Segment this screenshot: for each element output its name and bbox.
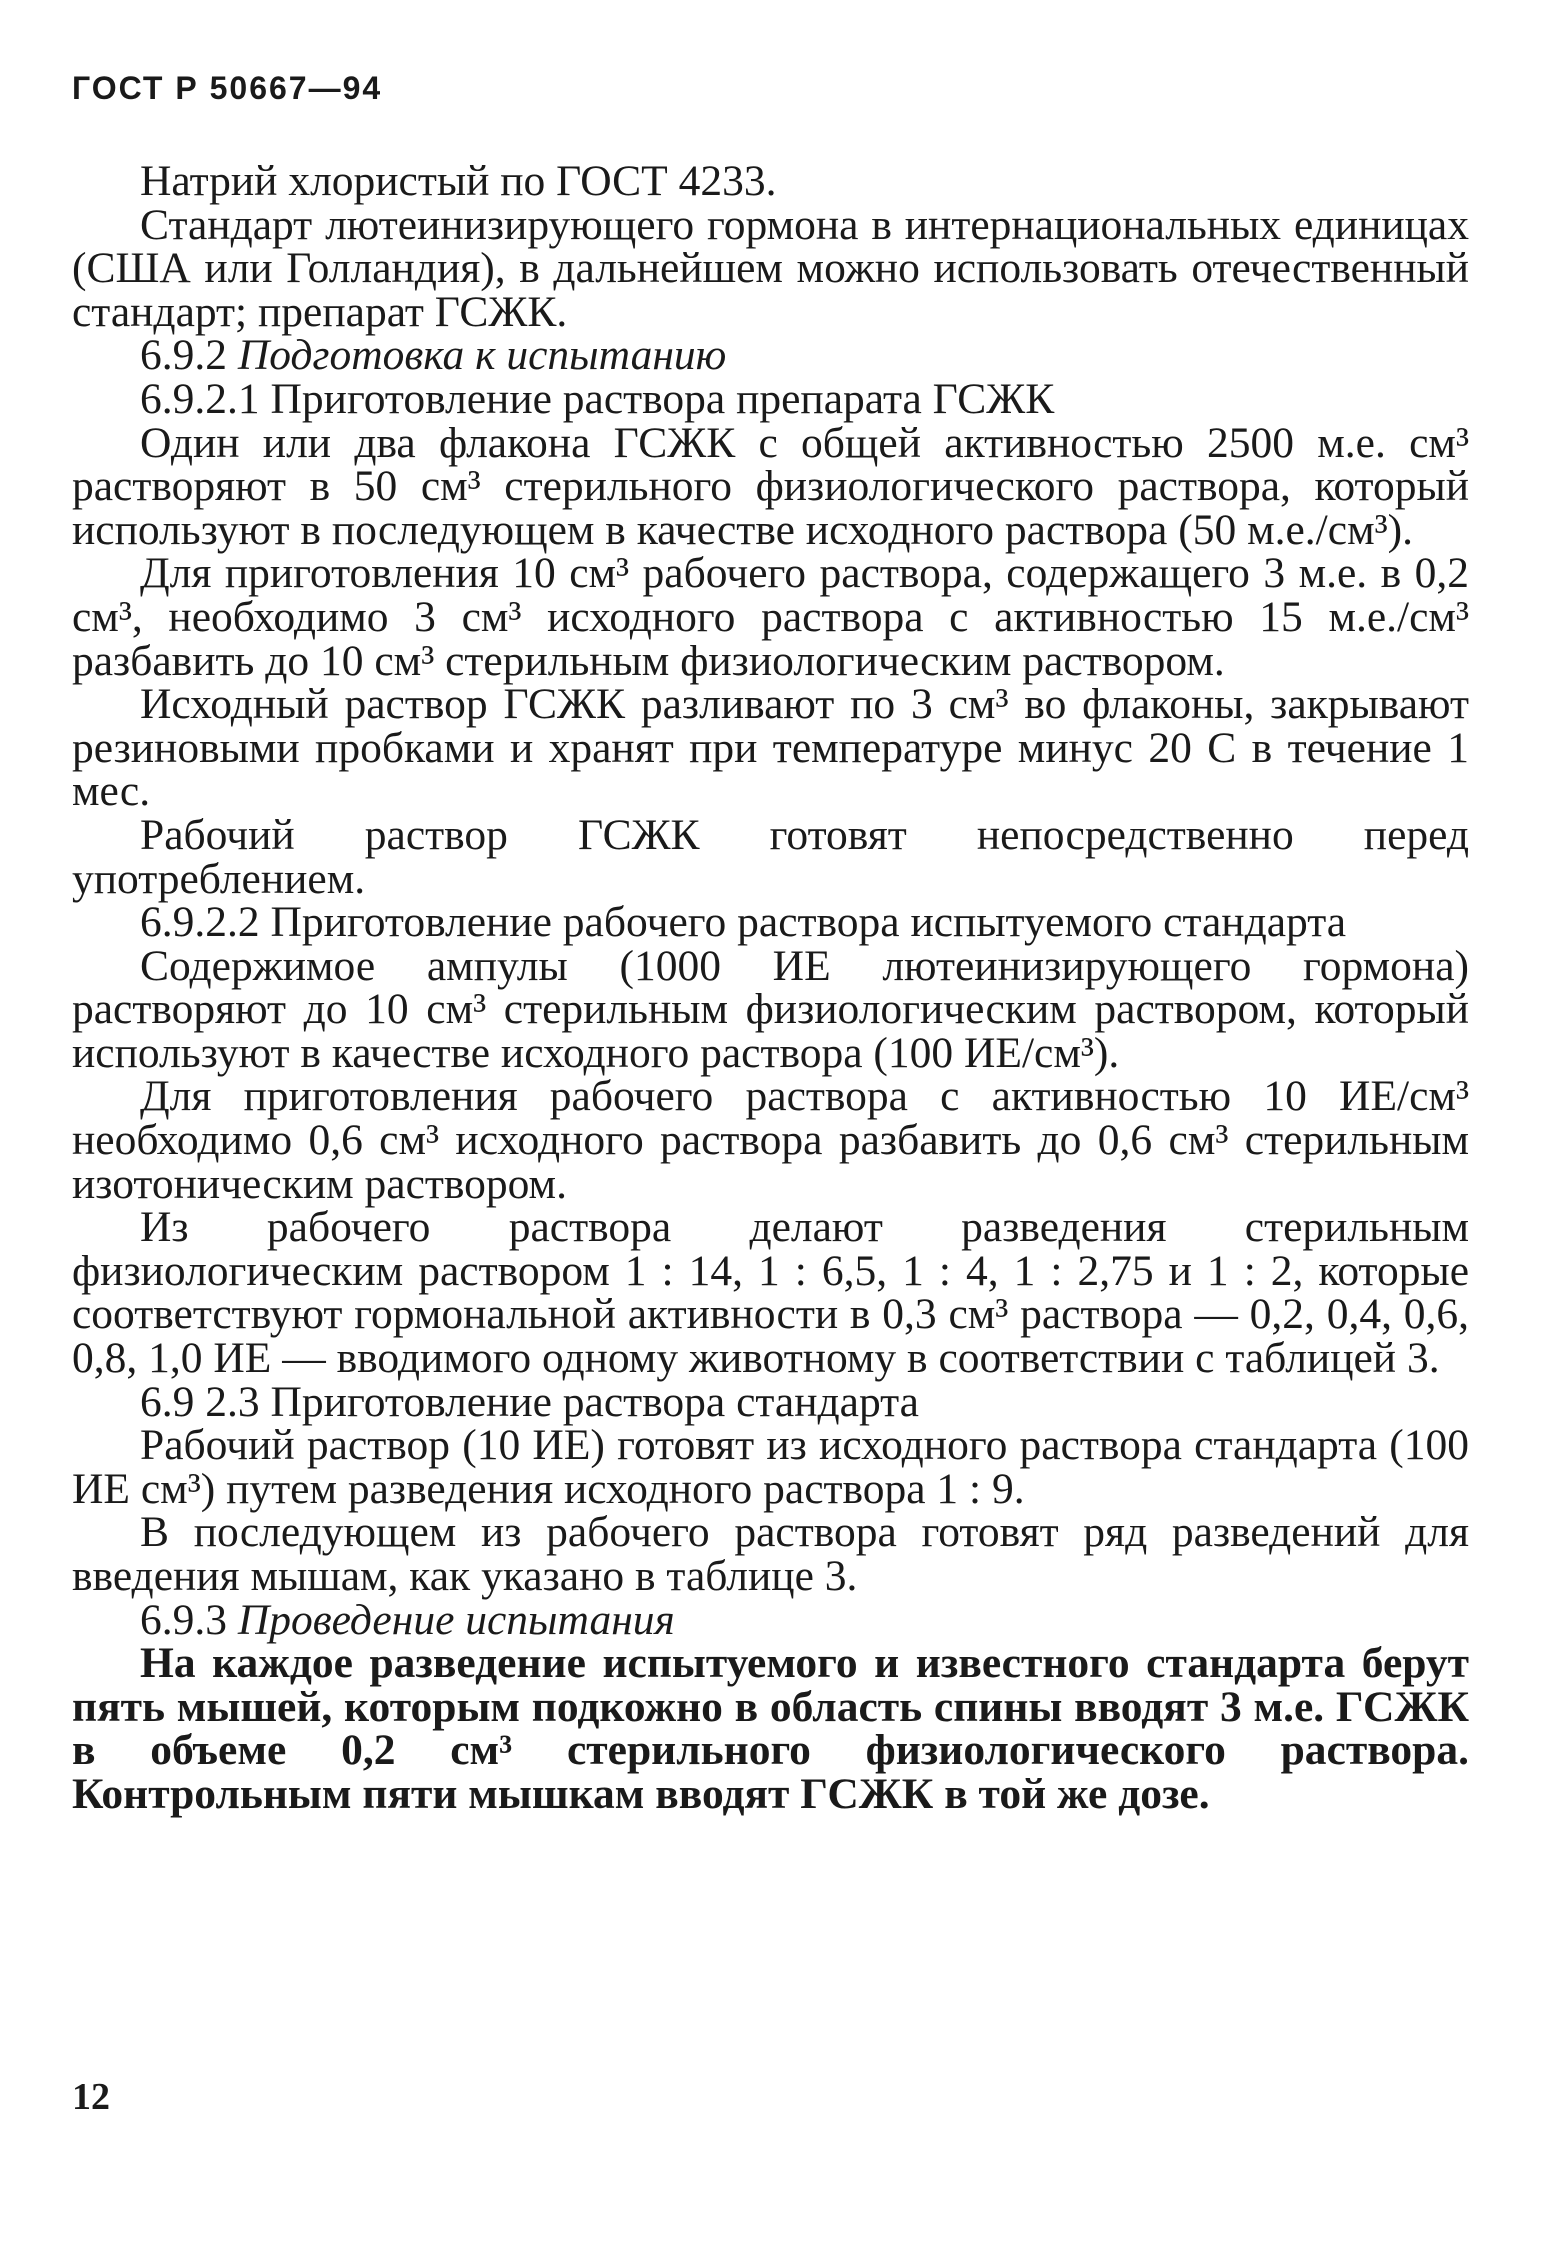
paragraph: Для приготовления 10 см³ рабочего раствора, содержащего 3 м.е. в 0,2 см³, необходимо 3 см³ исходного раствора с активностью 15 м.е./см³ разбавить до 10 см³ стерильным физиологическим раствором. — [72, 549, 1469, 685]
paragraph: Исходный раствор ГСЖК разливают по 3 см³ во флаконы, закрывают резиновыми пробками и хранят при температуре минус 20 С в течение 1 мес. — [72, 680, 1469, 816]
paragraph: Один или два флакона ГСЖК с общей активностью 2500 м.е. см³ растворяют в 50 см³ стерильного физиологического раствора, который используют в последующем в качестве исходного раствора (50 м.е./см³). — [72, 418, 1469, 554]
subsection-heading: 6.9.2.1 Приготовление раствора препарата ГСЖК — [140, 374, 1055, 423]
section-title: Проведение испытания — [237, 1595, 675, 1644]
section-title: Подготовка к испытанию — [237, 331, 727, 380]
paragraph: Для приготовления рабочего раствора с активностью 10 ИЕ/см³ необходимо 0,6 см³ исходного раствора разбавить до 0,6 см³ стерильным изотоническим раствором. — [72, 1072, 1469, 1208]
paragraph: Рабочий раствор ГСЖК готовят непосредственно перед употреблением. — [72, 810, 1469, 903]
paragraph: Натрий хлористый по ГОСТ 4233. — [140, 157, 777, 205]
section-number: 6.9.2 — [140, 331, 238, 380]
paragraph: Рабочий раствор (10 ИЕ) готовят из исходного раствора стандарта (100 ИЕ см³) путем разведения исходного раствора 1 : 9. — [72, 1421, 1469, 1513]
subsection-heading: 6.9 2.3 Приготовление раствора стандарта — [140, 1377, 919, 1426]
paragraph: На каждое разведение испытуемого и известного стандарта берут пять мышей, которым подкожно в область спины вводят 3 м.е. ГСЖК в объеме 0,2 см³ стерильного физиологического раствора. Контрольным пяти мышкам вводят ГСЖК в той же дозе. — [72, 1639, 1469, 1818]
paragraph: Стандарт лютеинизирующего гормона в интернациональных единицах (США или Голландия), в дальнейшем можно использовать отечественный стандарт; препарат ГСЖК. — [72, 200, 1469, 336]
section-number: 6.9.3 — [140, 1595, 238, 1644]
subsection-heading: 6.9.2.2 Приготовление рабочего раствора испытуемого стандарта — [140, 898, 1347, 947]
document-body — [72, 157, 1469, 1818]
section-heading — [72, 1595, 1469, 1644]
document-header: ГОСТ Р 50667—94 — [72, 70, 383, 106]
paragraph: Из рабочего раствора делают разведения стерильным физиологическим раствором 1 : 14, 1 : 6,5, 1 : 4, 1 : 2,75 и 1 : 2, которые соответствуют гормональной активности в 0,3 см³ раствора — 0,2, 0,4, 0,6, 0,8, 1,0 ИЕ — вводимого одному животному в соответствии с таблицей 3. — [72, 1203, 1469, 1383]
section-heading — [72, 331, 1469, 380]
document-page — [72, 0, 1469, 2249]
paragraph: Содержимое ампулы (1000 ИЕ лютеинизирующего гормона) растворяют до 10 см³ стерильным физиологическим раствором, который используют в качестве исходного раствора (100 ИЕ/см³). — [72, 941, 1469, 1077]
paragraph: В последующем из рабочего раствора готовят ряд разведений для введения мышам, как указано в таблице 3. — [72, 1508, 1469, 1600]
page-number: 12 — [72, 2076, 110, 2118]
